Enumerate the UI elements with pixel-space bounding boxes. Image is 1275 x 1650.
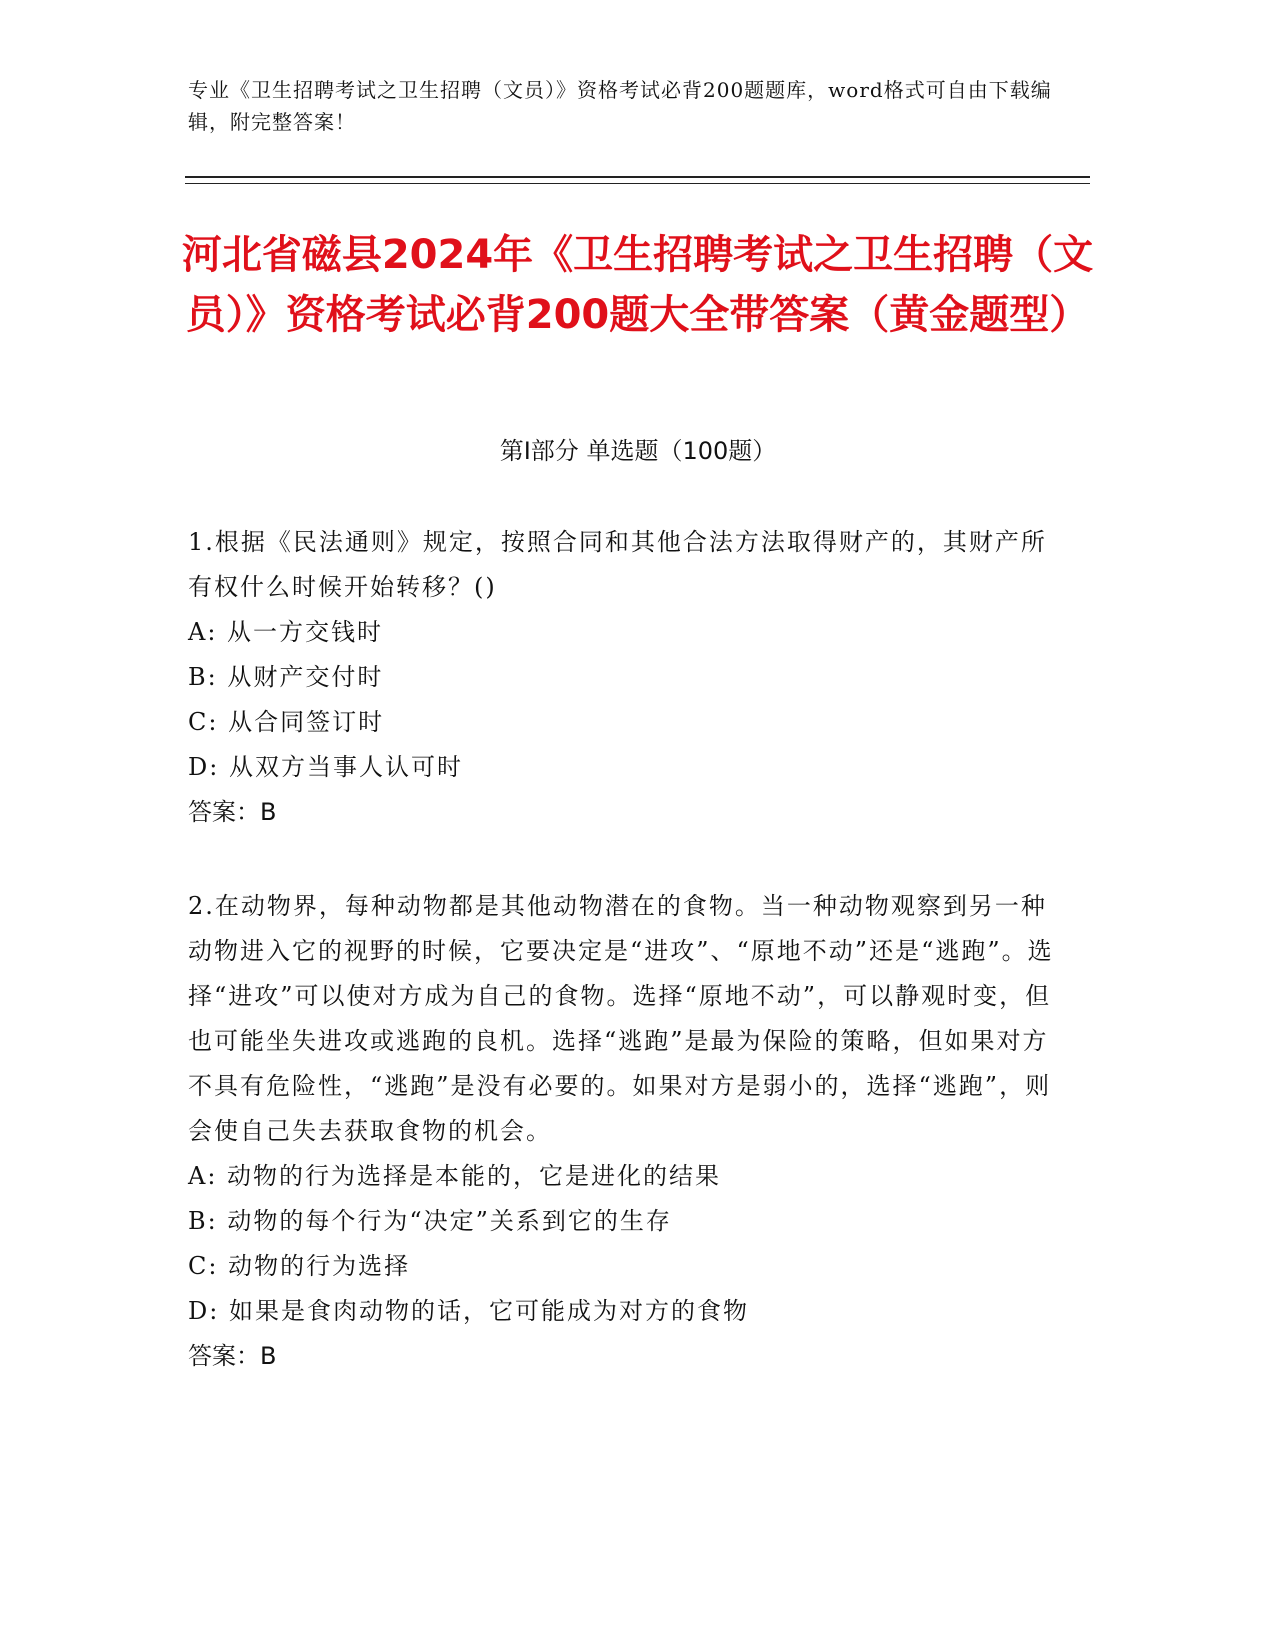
question-2 bbox=[188, 884, 1068, 1379]
option-a: A: 动物的行为选择是本能的，它是进化的结果 bbox=[188, 1162, 722, 1190]
option-c: C: 动物的行为选择 bbox=[188, 1252, 411, 1280]
question-stem: 1.根据《民法通则》规定，按照合同和其他合法方法取得财产的，其财产所有权什么时候开始转移？() bbox=[188, 528, 1047, 601]
document-title: 河北省磁县2024年《卫生招聘考试之卫生招聘（文员）》资格考试必背200题大全带答案（黄金题型） bbox=[181, 232, 1094, 338]
option-b: B: 从财产交付时 bbox=[188, 663, 384, 691]
question-1 bbox=[188, 520, 1068, 835]
question-stem: 2.在动物界，每种动物都是其他动物潜在的食物。当一种动物观察到另一种动物进入它的视野的时候，它要决定是“进攻”、“原地不动”还是“逃跑”。选择“进攻”可以使对方成为自己的食物。选择“原地不动”，可以静观时变，但也可能坐失进攻或逃跑的良机。选择“逃跑”是最为保险的策略，但如果对方不具有危险性，“逃跑”是没有必要的。如果对方是弱小的，选择“逃跑”，则会使自己失去获取食物的机会。 bbox=[188, 892, 1054, 1145]
option-a: A: 从一方交钱时 bbox=[188, 618, 384, 646]
option-b: B: 动物的每个行为“决定”关系到它的生存 bbox=[188, 1207, 672, 1235]
header-note: 专业《卫生招聘考试之卫生招聘（文员）》资格考试必背200题题库，word格式可自由下载编辑，附完整答案！ bbox=[188, 78, 1052, 134]
header-divider bbox=[185, 176, 1090, 184]
section-title: 第I部分 单选题（100题） bbox=[499, 437, 777, 465]
answer-line: 答案：B bbox=[188, 798, 277, 826]
option-d: D: 从双方当事人认可时 bbox=[188, 753, 463, 781]
answer-line: 答案：B bbox=[188, 1342, 277, 1370]
option-c: C: 从合同签订时 bbox=[188, 708, 385, 736]
option-d: D: 如果是食肉动物的话，它可能成为对方的食物 bbox=[188, 1297, 749, 1325]
